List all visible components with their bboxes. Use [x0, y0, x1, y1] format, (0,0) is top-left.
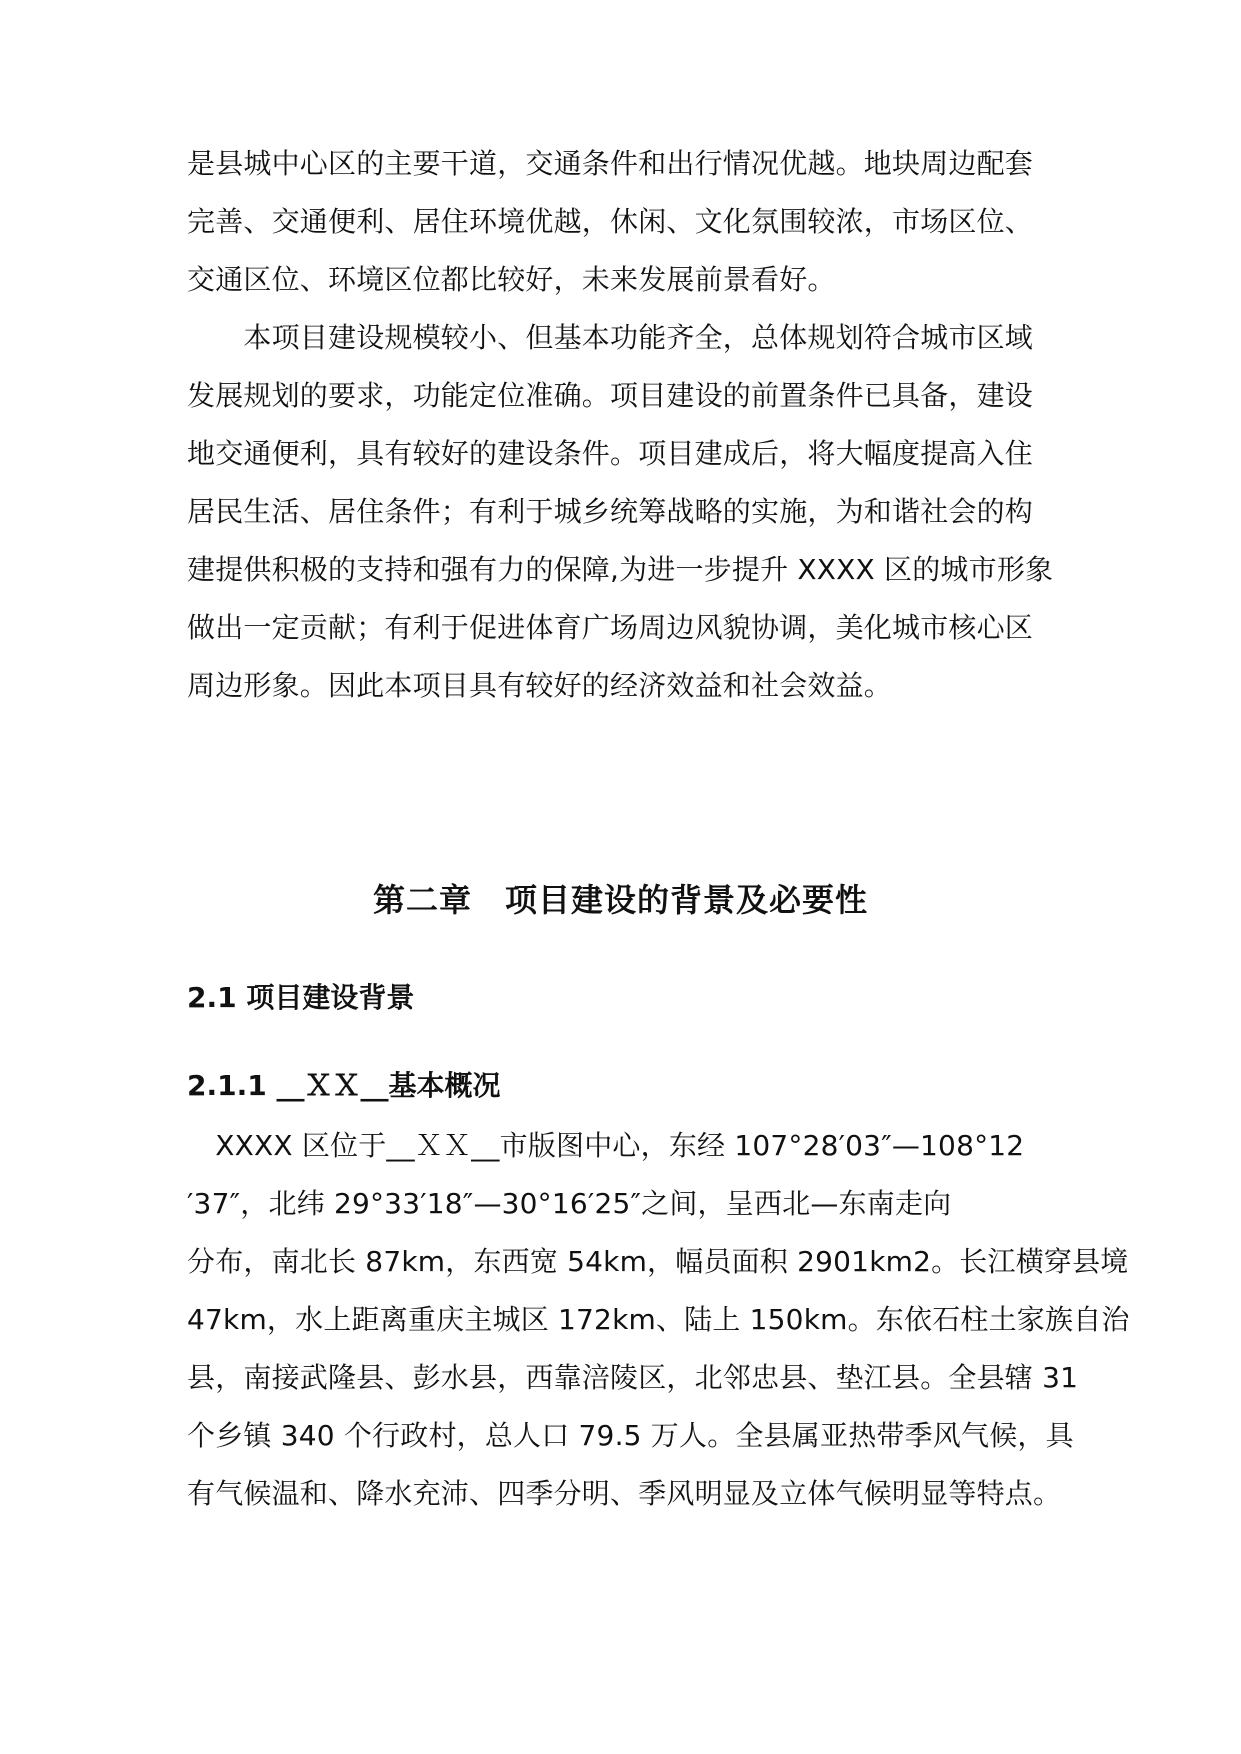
text-line: 居民生活、居住条件；有利于城乡统筹战略的实施，为和谐社会的构 [187, 495, 1034, 528]
text-line: 是县城中心区的主要干道，交通条件和出行情况优越。地块周边配套 [187, 147, 1034, 180]
text-line: 发展规划的要求，功能定位准确。项目建设的前置条件已具备，建设 [187, 379, 1034, 412]
text-line: 有气候温和、降水充沛、四季分明、季风明显及立体气候明显等特点。 [187, 1477, 1062, 1510]
text-line: XXXX 区位于__ＸＸ__市版图中心，东经 107°28′03″—108°12 [187, 1129, 1025, 1162]
text-line: 本项目建设规模较小、但基本功能齐全，总体规划符合城市区域 [187, 321, 1034, 354]
section-heading-2-1: 2.1 项目建设背景 [187, 981, 415, 1014]
text-line: 个乡镇 340 个行政村，总人口 79.5 万人。全县属亚热带季风气候，具 [187, 1419, 1074, 1452]
text-line: 分布，南北长 87km，东西宽 54km，幅员面积 2901km2。长江横穿县境 [187, 1245, 1129, 1278]
chapter-title: 第二章 项目建设的背景及必要性 [372, 881, 868, 919]
text-line: ′37″，北纬 29°33′18″—30°16′25″之间，呈西北—东南走向 [187, 1187, 952, 1220]
text-line: 做出一定贡献；有利于促进体育广场周边风貌协调，美化城市核心区 [187, 611, 1034, 644]
text-line: 周边形象。因此本项目具有较好的经济效益和社会效益。 [187, 669, 893, 702]
text-line: 地交通便利，具有较好的建设条件。项目建成后，将大幅度提高入住 [187, 437, 1034, 470]
text-line: 县，南接武隆县、彭水县，西靠涪陵区，北邻忠县、垫江县。全县辖 31 [187, 1361, 1079, 1394]
text-line: 交通区位、环境区位都比较好，未来发展前景看好。 [187, 263, 836, 296]
text-line: 建提供积极的支持和强有力的保障,为进一步提升 XXXX 区的城市形象 [187, 553, 1054, 586]
text-line: 47km，水上距离重庆主城区 172km、陆上 150km。东依石柱土家族自治 [187, 1303, 1130, 1336]
text-line: 完善、交通便利、居住环境优越，休闲、文化氛围较浓，市场区位、 [187, 205, 1034, 238]
section-heading-2-1-1: 2.1.1 __ＸＸ__基本概况 [187, 1069, 501, 1102]
